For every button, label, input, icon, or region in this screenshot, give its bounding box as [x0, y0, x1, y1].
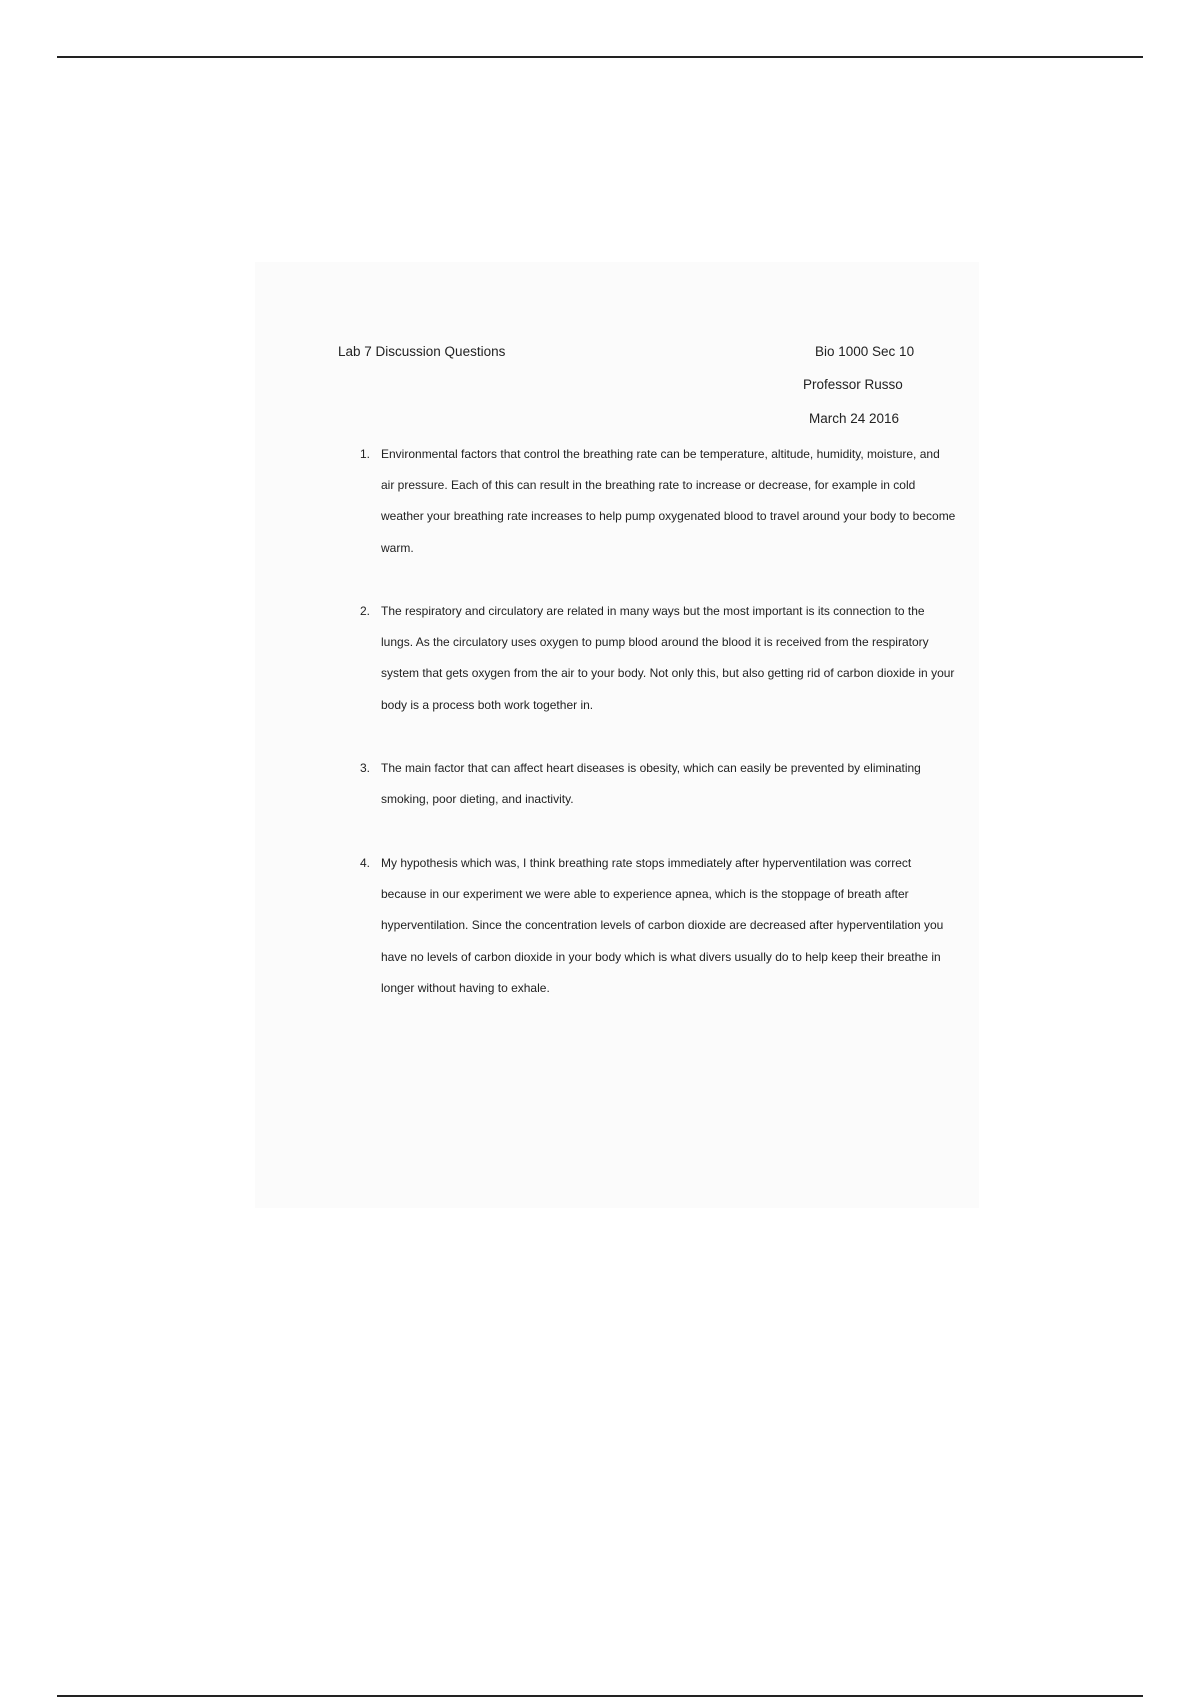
document-title: Lab 7 Discussion Questions	[338, 344, 506, 359]
question-text: The respiratory and circulatory are related in many ways but the most important is its connection to the lungs. As the circulatory uses oxygen to pump blood around the blood it is received from the respiratory system that gets oxygen from the air to your body. Not only this, but also getting rid of carbon dioxide in your body is a process both work together in.	[381, 604, 955, 712]
course-label: Bio 1000 Sec 10	[815, 344, 915, 359]
bottom-rule	[57, 1695, 1143, 1697]
question-item-4	[360, 848, 956, 1004]
question-item-3	[360, 753, 956, 815]
scanned-page	[255, 262, 979, 1208]
question-text: My hypothesis which was, I think breathing rate stops immediately after hyperventilation was correct because in our experiment we were able to experience apnea, which is the stoppage of breath after hyperventilation. Since the concentration levels of carbon dioxide are decreased after hyperventilation you have no levels of carbon dioxide in your body which is what divers usually do to help keep their breathe in longer without having to exhale.	[381, 856, 944, 995]
question-item-2	[360, 596, 956, 721]
professor-label: Professor Russo	[803, 377, 903, 392]
question-item-1	[360, 439, 956, 564]
question-number: 4.	[360, 856, 371, 870]
date-label: March 24 2016	[809, 411, 900, 426]
question-number: 2.	[360, 604, 371, 618]
top-rule	[57, 56, 1143, 58]
question-text: Environmental factors that control the breathing rate can be temperature, altitude, humidity, moisture, and air pressure. Each of this can result in the breathing rate to increase or decrease, for example in cold weather your breathing rate increases to help pump oxygenated blood to travel around your body to become warm.	[381, 447, 956, 555]
question-text: The main factor that can affect heart diseases is obesity, which can easily be prevented by eliminating smoking, poor dieting, and inactivity.	[381, 761, 921, 807]
question-number: 3.	[360, 761, 371, 775]
question-number: 1.	[360, 447, 371, 461]
